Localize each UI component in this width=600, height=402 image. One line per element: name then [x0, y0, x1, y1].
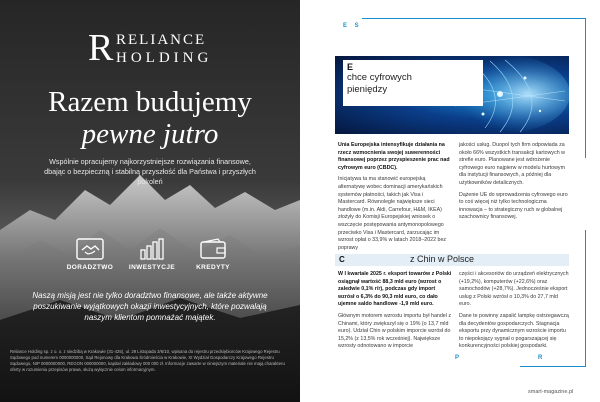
- ad-headline: Razem budujemy: [48, 86, 252, 118]
- article-column-3: [338, 271, 452, 355]
- logo-monogram: R: [88, 27, 114, 69]
- service-kredyty: [186, 238, 240, 271]
- page-marker: R: [538, 355, 543, 361]
- service-doradztwo: [63, 238, 117, 271]
- service-inwestycje: [125, 238, 179, 271]
- hero-title-initial: E: [347, 62, 354, 72]
- reliance-logo: [88, 27, 218, 70]
- service-label: INWESTYCJE: [128, 264, 176, 271]
- section-tag: E S: [343, 23, 362, 29]
- site-footer-link[interactable]: smart-magazine.pl: [528, 389, 574, 395]
- frame-line: [585, 230, 586, 367]
- ad-slogan: Naszą misją jest nie tylko doradztwo finansowe, ale także aktywne poszukiwanie wyjątkowych okazji inwestycyjnych, które pozwalają naszym klientom pomnażać majątek.: [32, 291, 268, 322]
- service-label: KREDYTY: [196, 264, 230, 271]
- subarticle-initial: C: [339, 255, 345, 264]
- article-column-2: [459, 142, 571, 226]
- hero-title-line-2: pieniędzy: [347, 84, 388, 95]
- ad-legal-notice: Reliance Holding sp. z o. o. z siedzibą w Krakowie (31-425), ul. 29 Listopada 3/6/10, wpisana do rejestru przedsiębiorców Krajowego Rejestru Sądowego pod numerem 0000000000, Sąd Rejonowy dla Krakowa Śródmieścia w Krakowie, XI Wydział Gospodarczy Krajowego Rejestru Sądowego, NIP 0000000000, REGON 000000000, kapitał zakładowy 000 000 zł. Informacje zawarte w niniejszym materiale nie mają charakteru oferty w rozumieniu przepisów prawa, służą wyłącznie celom informacyjnym.: [10, 349, 285, 372]
- logo-line-2: HOLDING: [116, 50, 213, 66]
- hero-title-line-1: chce cyfrowych: [347, 72, 412, 83]
- article-paragraph: Głównym motorem wzrostu importu był handel z Chinami, który zwiększył się o 19% (o 13,7 mld euro). Udział Chin w polskim imporcie wzrósł do 15,2% (z 13,5% rok wcześniej). Największe wzrosty odnotowano w imporcie: [338, 312, 452, 350]
- article-paragraph: Dane te powinny zapalić lampkę ostrzegawczą dla decydentów gospodarczych. Stagnacja eksportu przy dynamicznym wzroście importu to niepokojący sygnał o pogarszającej się konkurencyjności polskiej gospodarki.: [459, 312, 569, 350]
- article-paragraph: części i akcesoriów do urządzeń elektrycznych (+19,2%), komputerów (+22,6%) oraz samochodów (+28,7%). Jednocześnie eksport usług z Polski wzrósł o 10,3% do 27,7 mld euro.: [459, 271, 569, 308]
- ad-lead-text: Wspólnie opracujemy najkorzystniejsze rozwiązania finansowe, dbając o bezpieczną i stabilną przyszłość dla Państwa i przyszłych pokoleń: [44, 157, 256, 186]
- article-column-4: [459, 271, 571, 355]
- article-paragraph: Inicjatywa ta ma stanowić europejską alternatywę wobec dominacji amerykańskich systemów płatności, takich jak Visa i Mastercard. Równolegle największe sieci handlowe (m.in. Aldi, Carrefour, H&M, IKEA) złożyły do Komisji Europejskiej wniosek o wszczęcie postępowania antymonopolowego przeciwko Visa i Mastercard, zarzucając im wzrost opłat o 33,9% w latach 2018–2022 bez poprawy: [338, 176, 447, 251]
- service-label: DORADZTWO: [66, 264, 114, 271]
- handshake-icon: [76, 238, 104, 260]
- article-column-1: [338, 142, 452, 256]
- ad-headline-italic: pewne jutro: [81, 118, 219, 150]
- article-lead: Unia Europejska intensyfikuje działania na rzecz wzmocnienia swojej suwerenności finansowej poprzez przyspieszenie prac nad cyfrowym euro (CBDC).: [338, 142, 450, 171]
- article-paragraph: jakości usług. Duopol tych firm odpowiada za około 66% wszystkich transakcji kartowych w strefie euro. Planowane jest wdrożenie cyfrowego euro najpierw w modelu hurtowym dla instytucji finansowych, a później dla użytkowników detalicznych.: [459, 142, 565, 186]
- page-marker: P: [455, 355, 460, 361]
- logo-line-1: RELIANCE: [116, 32, 207, 48]
- article-paragraph: Dążenie UE do wprowadzenia cyfrowego euro to coś więcej niż tylko technologiczna innowacja – to strategiczny ruch w globalnej szachownicy finansowej.: [459, 191, 568, 221]
- frame-line: [362, 18, 586, 19]
- bar-chart-icon: [138, 238, 166, 260]
- article-lead: W I kwartale 2025 r. eksport towarów z Polski osiągnął wartość 88,3 mld euro (wzrost o zaledwie 0,1% r/r), podczas gdy import wzrósł o 6,3% do 90,3 mld euro, co dało ujemne saldo handlowe -1,9 mld euro.: [338, 271, 452, 308]
- frame-line: [520, 366, 586, 367]
- hero-title-box: [343, 60, 483, 106]
- subarticle-title: z Chin w Polsce: [410, 254, 475, 264]
- frame-line: [585, 18, 586, 158]
- wallet-icon: [199, 238, 227, 260]
